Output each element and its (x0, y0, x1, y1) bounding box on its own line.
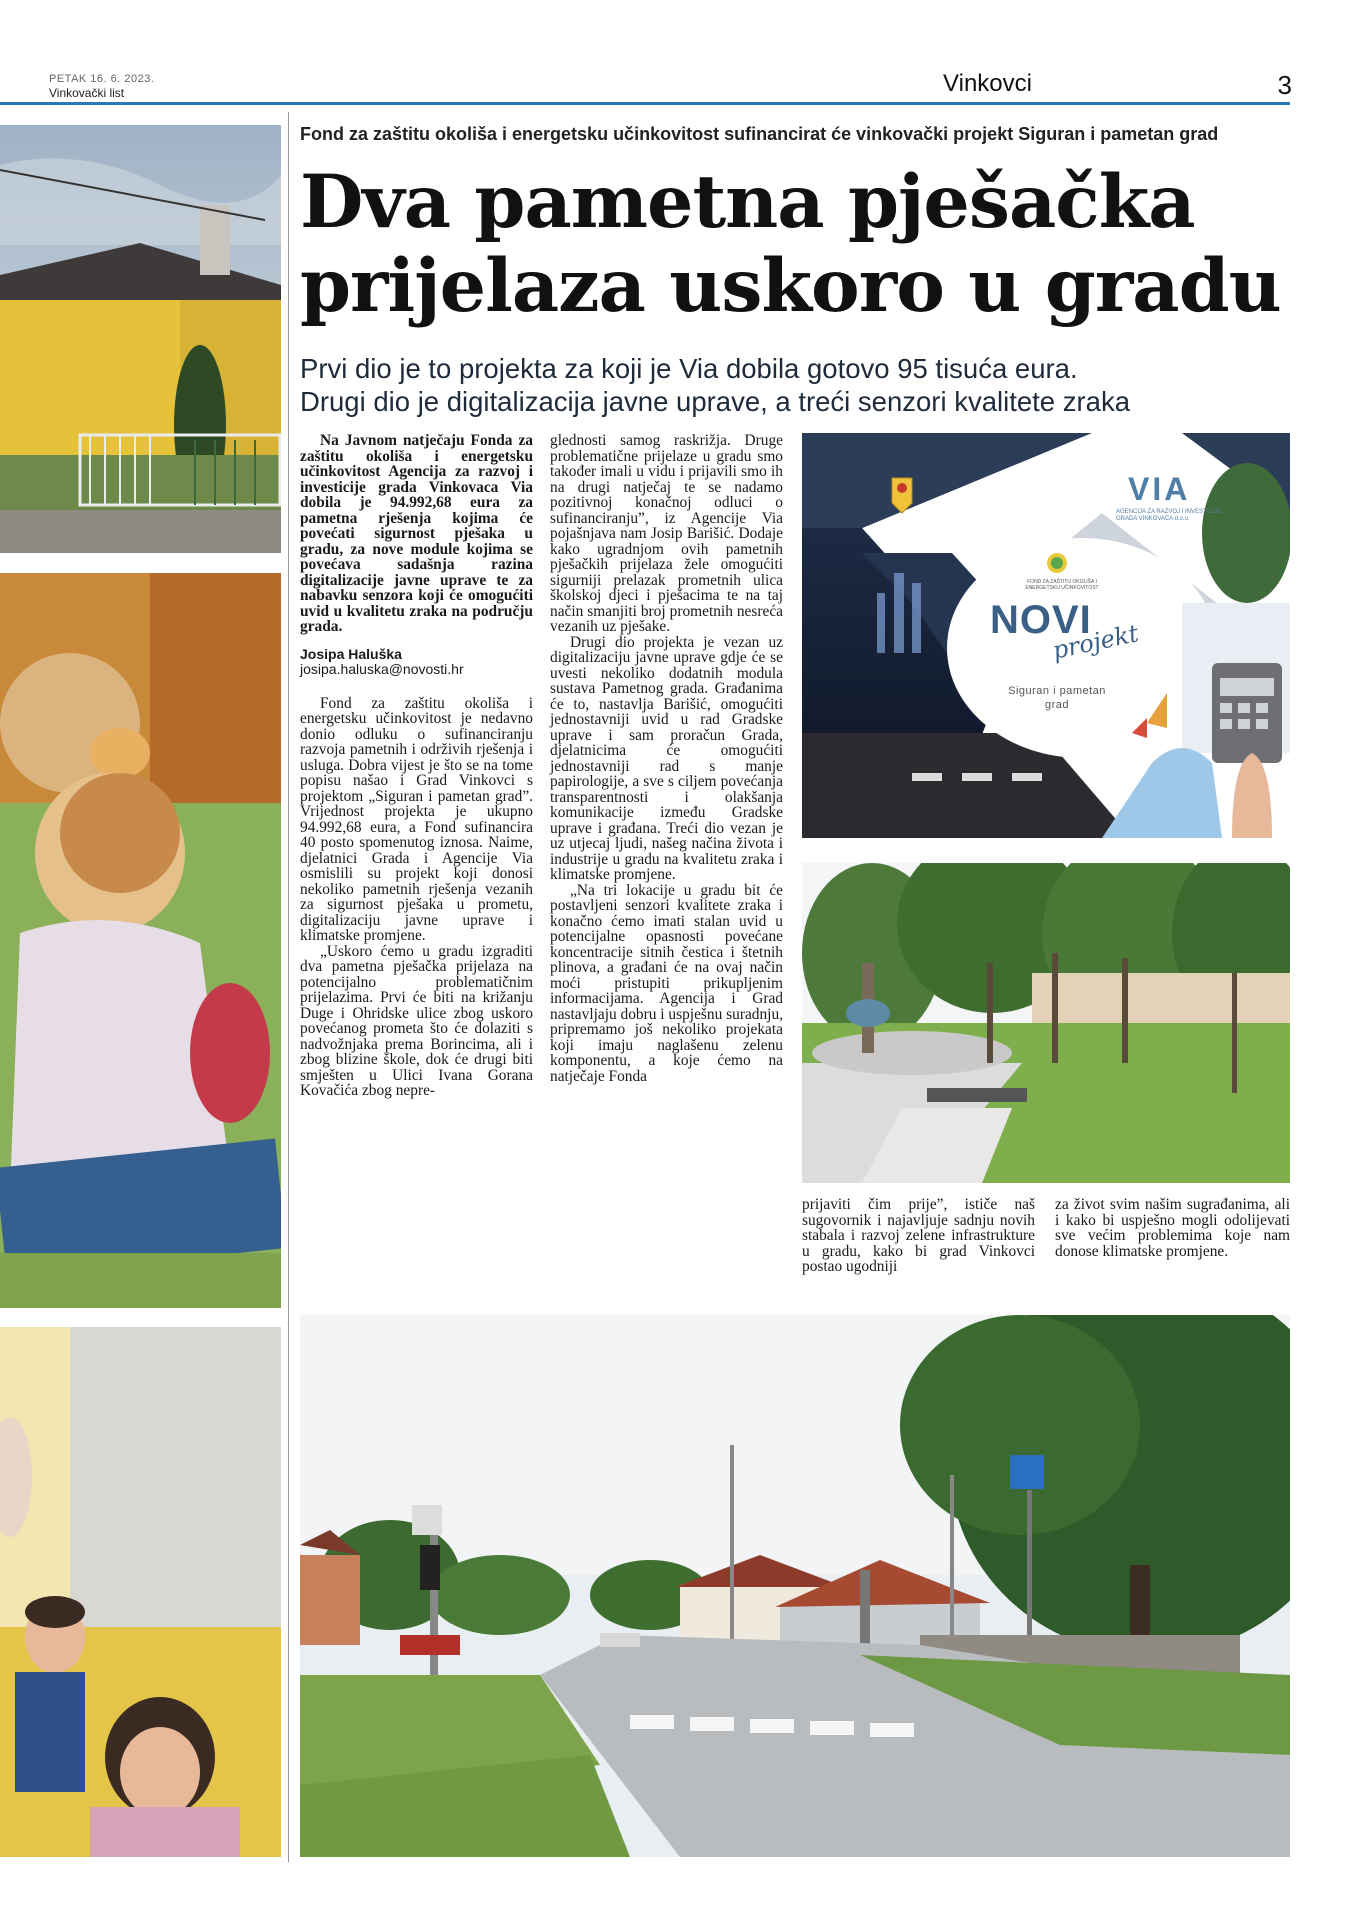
headline-line-2: prijelaza uskoro u gradu (300, 243, 1281, 329)
paragraph: prijaviti čim prije”, ističe naš sugovornik i najavljuje sadnju novih stabala i razvoj zelene infrastrukture u gradu, kako bi grad Vinkovci postao ugodniji (802, 1196, 1035, 1275)
paragraph: „Uskoro ćemo u gradu izgraditi dva pametna pješačka prijelaza na potencijalno problematičnim prijelazima. Prvi će biti na križanju Duge i Ohridske ulice zbog uskoro povećanog prometa što će dolaziti s nadvožnjaka prema Borincima, ali i zbog blizine škole, dok će drugi biti smješten u Ulici Ivana Gorana Kovačića zbog nepre- (300, 942, 533, 1099)
tagline-line-1: Siguran i pametan (1008, 685, 1106, 697)
project-graphic (802, 433, 1290, 838)
column-divider (288, 112, 289, 1862)
article-lead: Na Javnom natječaju Fonda za zaštitu okoliša i energetsku učinkovitost Agencija za razvoj i investicije grada Vinkovaca Via dobila je 94.992,68 eura za pametna rješenja kojima će povećati sigurnost pješaka u gradu, za nove module kojima se povećava sadašnja razina digitalizacije javne uprave te za nabavku senzora koji će omogućiti uvid u kvalitetu zraka na području grada. (300, 432, 533, 635)
via-logo-subtitle: AGENCIJA ZA RAZVOJ I INVESTICIJE GRADA VINKOVACA d.o.o. (1116, 509, 1222, 522)
article-subheadline (300, 352, 1290, 418)
via-logo: VIA (1128, 471, 1191, 507)
paragraph: Fond za zaštitu okoliša i energetsku učinkovitost je nedavno donio odluku o sufinanciranju razvoja pametnih i održivih rješenja i usluga. Dobra vijest je što se na tome popisu našao i Grad Vinkovci s projektom „Siguran i pametan grad”. Vrijednost projekta je ukupno 94.992,68 eura, a Fond sufinancira 40 posto spomenutog iznosa. Naime, djelatnici Grada i Agencije Via osmislili su projekt koji donosi nekoliko pametnih rješenja vezanih za sigurnost pješaka u prometu, digitalizaciju javne uprave i klimatske promjene. (300, 694, 533, 944)
projekt-script: projekt (1050, 619, 1142, 665)
paragraph: „Na tri lokacije u gradu bit će postavljeni senzori kvalitete zraka i konačno ćemo imati stalan uvid u potencijalne opasnosti povećane koncentracije sitnih čestica i štetnih plinova, a građani će na ovaj način moći pristupiti prikupljenim informacijama. Agencija i Grad nastavljaju dobru i uspješnu suradnju, pripremamo još nekoliko projekata koji imaju naglašenu zelenu komponentu, a koje ćemo na natječaje Fonda (550, 881, 783, 1085)
text-column-1 (300, 433, 533, 1099)
text-column-3 (802, 1197, 1035, 1275)
subhead-line-1: Prvi dio je to projekta za koji je Via dobila gotovo 95 tisuća eura. (300, 353, 1078, 384)
photo-child-on-mat (0, 573, 281, 1308)
headline-line-1: Dva pametna pješačka (300, 159, 1195, 245)
novi-title: NOVI (990, 598, 1092, 642)
photo-street-crossing (300, 1315, 1290, 1857)
paragraph: za život svim našim sugrađanima, ali i kako bi uspješno mogli odolijevati sve većim problemima koje nam donose klimatske promjene. (1055, 1196, 1290, 1260)
issue-date: PETAK 16. 6. 2023. (49, 73, 155, 85)
header-rule (0, 102, 1290, 105)
section-title: Vinkovci (943, 70, 1032, 97)
graphic-tagline (992, 684, 1122, 712)
publication-name: Vinkovački list (49, 86, 125, 100)
fund-label: FOND ZA ZAŠTITU OKOLIŠA I ENERGETSKU UČINKOVITOST (1025, 579, 1099, 591)
tagline-line-2: grad (1044, 699, 1070, 711)
paragraph: glednosti samog raskrižja. Druge problematične prijelaze u gradu smo također imali u vidu i prijavili smo ih na drugi natječaj te se nadamo pozitivnoj konačnoj odluci o sufinanciranju”, iz Agencije Via pojašnjava nam Josip Barišić. Dodaje kako ugradnjom ovih pametnih pješačkih prijelaza žele omogućiti sigurniji prelazak prometnih ulica školskoj djeci i pješacima te na taj način smanjiti broj prometnih nesreća vezanih uz pješake. (550, 432, 783, 635)
author-email[interactable]: josipa.haluska@novosti.hr (300, 661, 464, 677)
photo-yellow-house (0, 125, 281, 553)
text-column-4 (1055, 1197, 1290, 1259)
article-headline (300, 160, 1290, 328)
text-column-2 (550, 433, 783, 1084)
photo-park-fountain (802, 863, 1290, 1183)
author-name: Josipa Haluška (300, 645, 402, 662)
page-number: 3 (1277, 70, 1292, 100)
paragraph: Drugi dio projekta je vezan uz digitalizaciju javne uprave gdje će se uvesti nekoliko dodatnih modula sustava Pametnog grada. Građanima će to, nastavlja Barišić, omogućiti jednostavniji uvid u rad Gradske uprave i sam proračun Grada, djelatnicima će omogućiti jednostavniji rad s manje papirologije, a sve s ciljem povećanja transparentnosti i olakšanja komunikacije između Gradske uprave i građana. Treći dio vezan je uz utjecaj ljudi, našeg načina života i industrije u gradu na kvalitetu zraka i klimatske promjene. (550, 633, 783, 883)
article-kicker: Fond za zaštitu okoliša i energetsku učinkovitost sufinancirat će vinkovački projekt Siguran i pametan grad (300, 124, 1219, 144)
photo-children-classroom (0, 1327, 281, 1857)
subhead-line-2: Drugi dio je digitalizacija javne uprave, a treći senzori kvalitete zraka (300, 386, 1130, 417)
